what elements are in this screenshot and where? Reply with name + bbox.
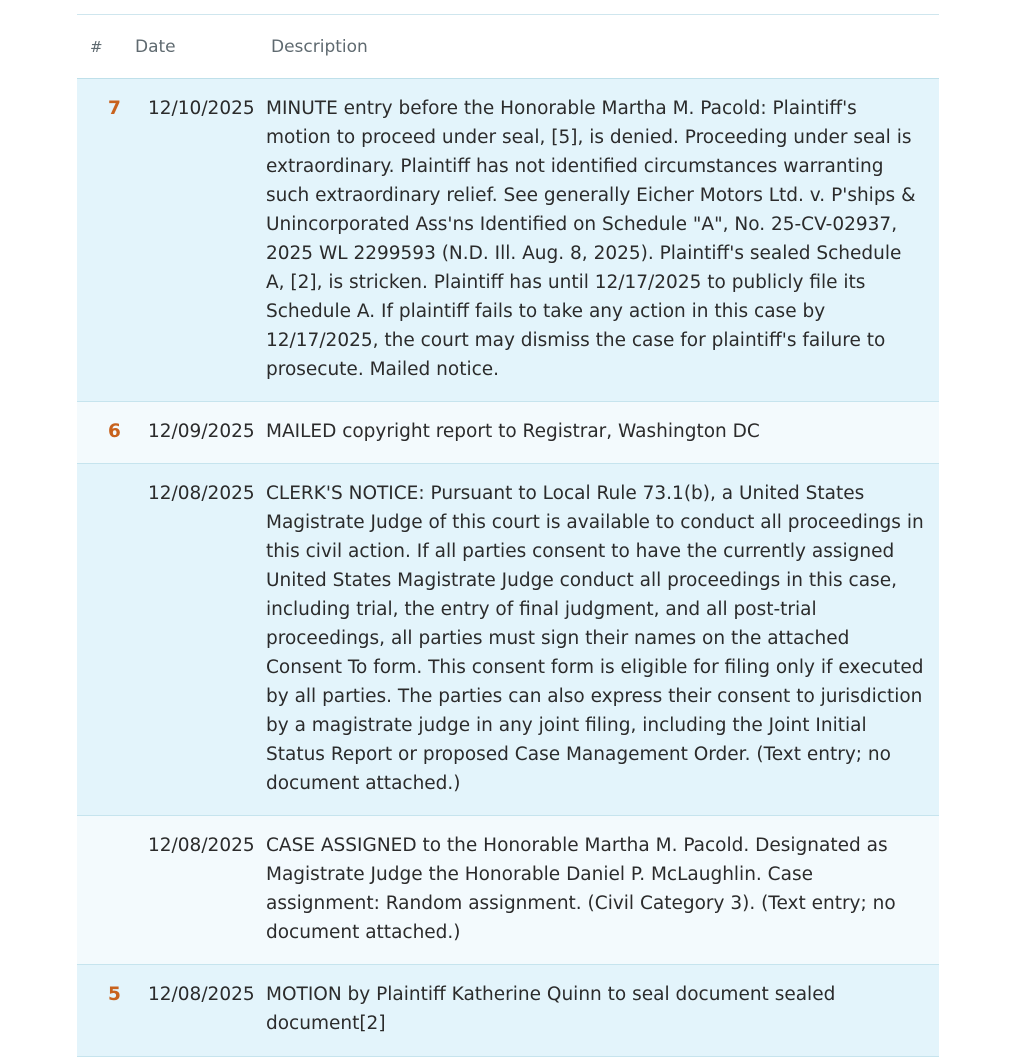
entry-date: 12/08/2025 (148, 835, 255, 856)
entry-description: MINUTE entry before the Honorable Martha M. Pacold: Plaintiff's motion to proceed under seal, [5], is denied. Proceeding under seal is extraordinary. Plaintiff has not identified circumstances warranting such extraordinary relief. See generally Eicher Motors Ltd. v. P'ships & Unincorporated Ass'ns Identified on Schedule "A", No. 25-CV-02937, 2025 WL 2299593 (N.D. Ill. Aug. 8, 2025). Plaintiff's sealed Schedule A, [2], is stricken. Plaintiff has until 12/17/2025 to publicly file its Schedule A. If plaintiff fails to take any action in this case by 12/17/2025, the court may dismiss the case for plaintiff's failure to prosecute. Mailed notice. (266, 98, 916, 380)
table-row (77, 79, 939, 402)
entry-number[interactable]: 6 (108, 421, 121, 442)
docket-table (77, 14, 939, 1057)
entry-date: 12/08/2025 (148, 483, 255, 504)
header-description: Description (271, 36, 368, 57)
entry-date: 12/10/2025 (148, 98, 255, 119)
entry-date: 12/08/2025 (148, 984, 255, 1005)
entry-number[interactable]: 5 (108, 984, 121, 1005)
entry-date: 12/09/2025 (148, 421, 255, 442)
table-row (77, 816, 939, 965)
table-row (77, 965, 939, 1057)
table-row (77, 464, 939, 816)
table-row (77, 402, 939, 464)
entry-description: MAILED copyright report to Registrar, Washington DC (266, 421, 760, 442)
entry-description: CLERK'S NOTICE: Pursuant to Local Rule 73.1(b), a United States Magistrate Judge of this court is available to conduct all proceedings in this civil action. If all parties consent to have the currently assigned United States Magistrate Judge conduct all proceedings in this case, including trial, the entry of final judgment, and all post-trial proceedings, all parties must sign their names on the attached Consent To form. This consent form is eligible for filing only if executed by all parties. The parties can also express their consent to jurisdiction by a magistrate judge in any joint filing, including the Joint Initial Status Report or proposed Case Management Order. (Text entry; no document attached.) (266, 483, 924, 794)
entry-description: MOTION by Plaintiff Katherine Quinn to seal document sealed document[2] (266, 984, 836, 1034)
entry-description: CASE ASSIGNED to the Honorable Martha M. Pacold. Designated as Magistrate Judge the Honorable Daniel P. McLaughlin. Case assignment: Random assignment. (Civil Category 3). (Text entry; no document attached.) (266, 835, 896, 943)
entry-number[interactable]: 7 (108, 98, 121, 119)
table-header (77, 15, 939, 79)
header-number: # (90, 37, 103, 56)
header-date: Date (135, 36, 176, 57)
